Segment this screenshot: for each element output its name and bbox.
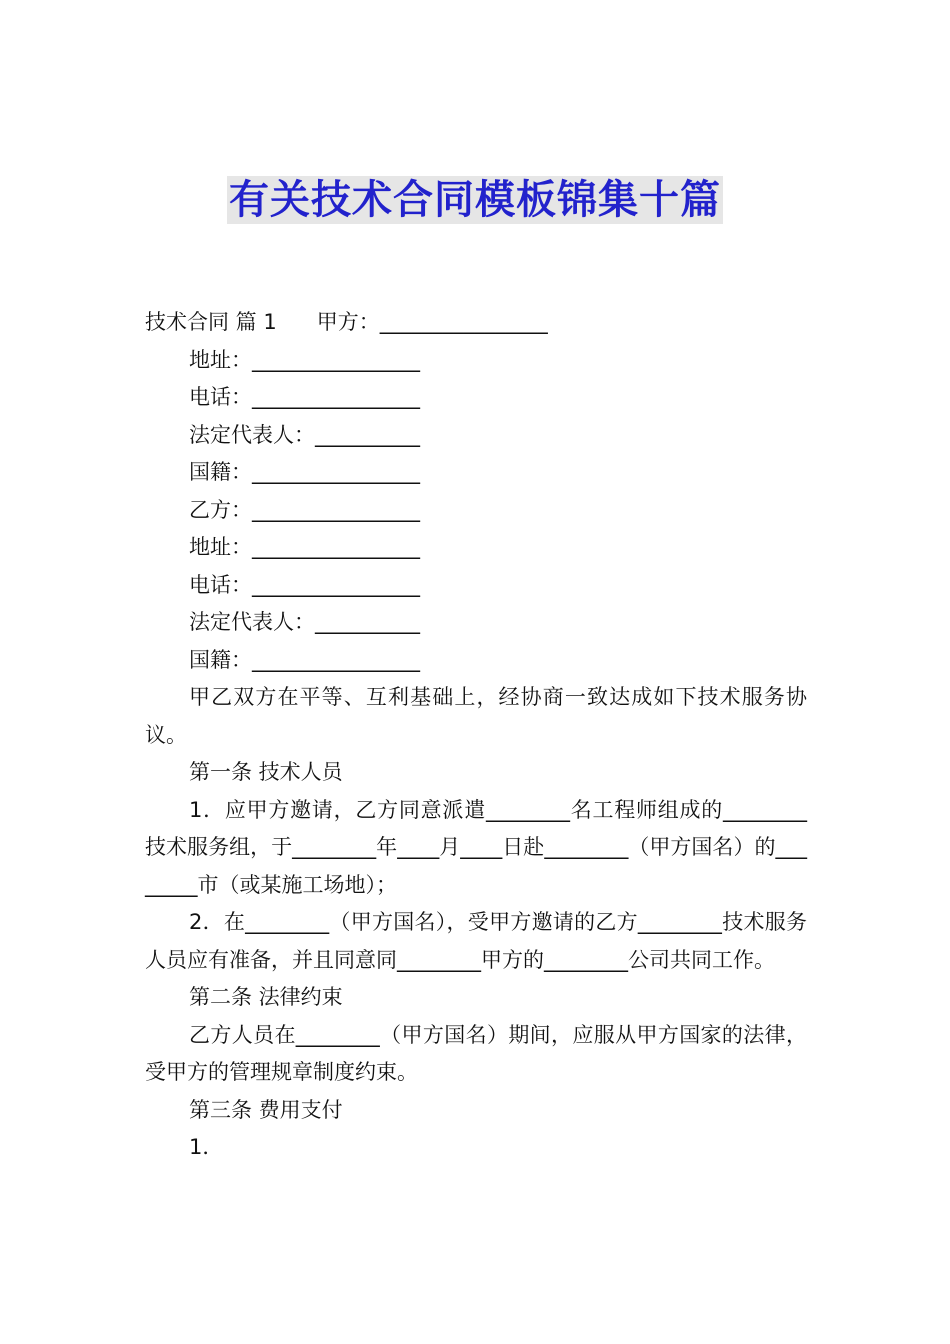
first-line	[145, 304, 807, 342]
field-party-b: 乙方：________________	[189, 497, 420, 522]
field-address-b: 地址：________________	[189, 535, 420, 559]
contract-heading: 技术合同 篇 1	[145, 310, 277, 334]
field-nationality-b: 国籍：________________	[189, 647, 420, 672]
intro-paragraph: 甲乙双方在平等、互利基础上，经协商一致达成如下技术服务协议。	[145, 685, 807, 747]
article-3-title: 第三条 费用支付	[189, 1097, 343, 1122]
article-1-title: 第一条 技术人员	[189, 760, 343, 784]
document-title: 有关技术合同模板锦集十篇	[229, 177, 721, 223]
article-1-clause-2: 2．在________（甲方国名），受甲方邀请的乙方________技术服务人员应有准备，并且同意同________甲方的________公司共同工作。	[145, 910, 807, 972]
article-1-clause-1: 1．应甲方邀请，乙方同意派遣________名工程师组成的________技术服务组，于________年____月____日赴________（甲方国名）的________市（或某施工场地）；	[145, 797, 807, 897]
article-3-clause-1: 1．	[189, 1135, 224, 1159]
field-legal-rep-b: 法定代表人：__________	[189, 610, 420, 634]
field-nationality-a: 国籍：________________	[189, 460, 420, 484]
article-2-title: 第二条 法律约束	[189, 985, 343, 1009]
title-container	[0, 176, 950, 224]
field-phone-a: 电话：________________	[189, 385, 420, 409]
field-legal-rep-a: 法定代表人：__________	[189, 422, 420, 447]
document-body	[145, 304, 807, 1167]
party-a-field: 甲方：________________	[316, 310, 548, 334]
article-2-paragraph: 乙方人员在________（甲方国名）期间，应服从甲方国家的法律，受甲方的管理规章制度约束。	[145, 1022, 807, 1084]
field-address-a: 地址：________________	[189, 347, 420, 372]
field-phone-b: 电话：________________	[189, 572, 420, 597]
